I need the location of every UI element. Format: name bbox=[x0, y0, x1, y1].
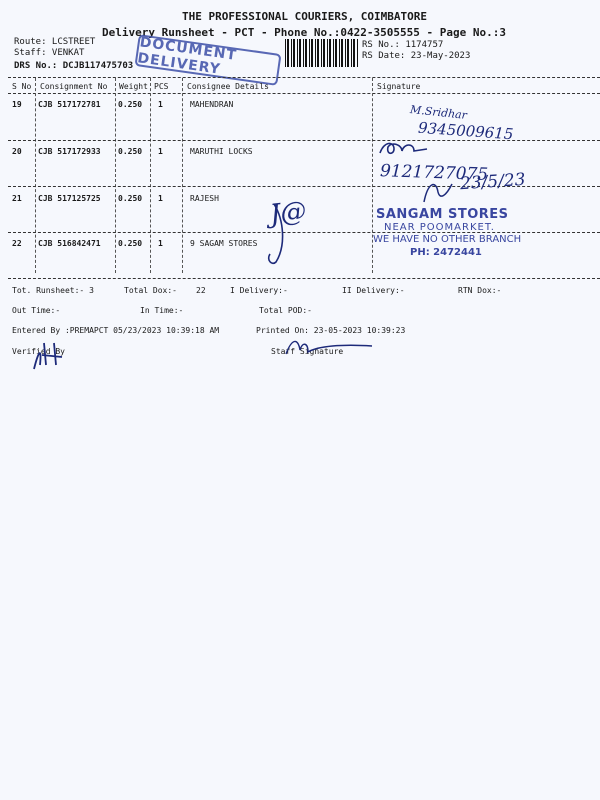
rs-number: RS No.: 1174757 bbox=[362, 40, 444, 50]
row-weight: 0.250 bbox=[118, 100, 143, 109]
staff-signature-scribble bbox=[282, 334, 382, 360]
signature-name: M.Sridhar bbox=[409, 103, 468, 122]
row-consignee: MAHENDRAN bbox=[190, 100, 234, 109]
ii-delivery: II Delivery:- bbox=[342, 286, 405, 295]
verified-signature bbox=[28, 335, 68, 375]
signature-phone-2: 9121727075 bbox=[379, 161, 489, 185]
signature-initial bbox=[418, 178, 458, 208]
barcode bbox=[285, 39, 358, 67]
shop-stamp-name: SANGAM STORES bbox=[376, 207, 509, 222]
runsheet-subtitle: Delivery Runsheet - PCT - Phone No.:0422-3505555 - Page No.:3 bbox=[102, 26, 506, 39]
col-header-consignment: Consignment No bbox=[40, 82, 108, 91]
i-delivery: I Delivery:- bbox=[230, 286, 288, 295]
signature-phone: 9345009615 bbox=[417, 118, 514, 144]
row-sno: 21 bbox=[12, 194, 22, 203]
mark-stroke bbox=[262, 200, 292, 270]
row-rule bbox=[8, 232, 600, 233]
col-divider bbox=[182, 78, 183, 273]
row-consignment: CJB 517172933 bbox=[38, 147, 101, 156]
rule-top bbox=[8, 77, 600, 78]
shop-stamp-area: NEAR POOMARKET. bbox=[384, 222, 495, 233]
total-pod: Total POD:- bbox=[259, 306, 312, 315]
route-label: Route: LCSTREET bbox=[14, 37, 96, 47]
staff-signature: Staff Signature bbox=[271, 347, 344, 356]
drs-number: DRS No.: DCJB117475703 bbox=[14, 61, 134, 71]
total-runsheet: Tot. Runsheet:- 3 bbox=[12, 286, 94, 295]
rs-date: RS Date: 23-May-2023 bbox=[362, 51, 471, 61]
signature-scribble bbox=[372, 135, 442, 163]
document-delivery-stamp: DOCUMENT DELIVERY bbox=[134, 34, 281, 86]
row-weight: 0.250 bbox=[118, 239, 143, 248]
col-divider bbox=[35, 78, 36, 273]
col-header-sno: S No bbox=[12, 82, 32, 91]
col-divider bbox=[150, 78, 151, 273]
col-header-pcs: PCS bbox=[154, 82, 169, 91]
col-header-signature: Signature bbox=[377, 82, 421, 91]
row-consignment: CJB 516842471 bbox=[38, 239, 101, 248]
out-time: Out Time:- bbox=[12, 306, 61, 315]
row-consignee: MARUTHI LOCKS bbox=[190, 147, 253, 156]
col-header-consignee: Consignee Details bbox=[187, 82, 269, 91]
rtn-dox: RTN Dox:- bbox=[458, 286, 502, 295]
row-pcs: 1 bbox=[158, 239, 163, 248]
company-title: THE PROFESSIONAL COURIERS, COIMBATORE bbox=[182, 10, 428, 23]
staff-label: Staff: VENKAT bbox=[14, 48, 85, 58]
total-dox-label: Total Dox:- bbox=[124, 286, 177, 295]
row-pcs: 1 bbox=[158, 100, 163, 109]
row-consignment: CJB 517125725 bbox=[38, 194, 101, 203]
row-pcs: 1 bbox=[158, 147, 163, 156]
row-sno: 22 bbox=[12, 239, 22, 248]
printed-on: Printed On: 23-05-2023 10:39:23 bbox=[256, 326, 406, 335]
handwritten-mark: J@ bbox=[268, 196, 308, 230]
total-dox-value: 22 bbox=[196, 286, 206, 295]
entered-by: Entered By :PREMAPCT 05/23/2023 10:39:18 AM bbox=[12, 326, 220, 335]
col-header-weight: Weight bbox=[119, 82, 148, 91]
shop-stamp-phone: PH: 2472441 bbox=[410, 247, 482, 258]
row-sno: 20 bbox=[12, 147, 22, 156]
col-divider bbox=[115, 78, 116, 273]
signature-date: 23/5/23 bbox=[459, 169, 527, 195]
in-time: In Time:- bbox=[140, 306, 184, 315]
row-weight: 0.250 bbox=[118, 147, 143, 156]
row-weight: 0.250 bbox=[118, 194, 143, 203]
row-sno: 19 bbox=[12, 100, 22, 109]
rule-bottom bbox=[8, 278, 600, 279]
row-consignee: 9 SAGAM STORES bbox=[190, 239, 258, 248]
row-consignment: CJB 517172781 bbox=[38, 100, 101, 109]
verified-by: Verified By bbox=[12, 347, 65, 356]
row-consignee: RAJESH bbox=[190, 194, 219, 203]
row-pcs: 1 bbox=[158, 194, 163, 203]
shop-stamp-note: WE HAVE NO OTHER BRANCH bbox=[373, 234, 522, 245]
rule-header bbox=[8, 93, 600, 94]
